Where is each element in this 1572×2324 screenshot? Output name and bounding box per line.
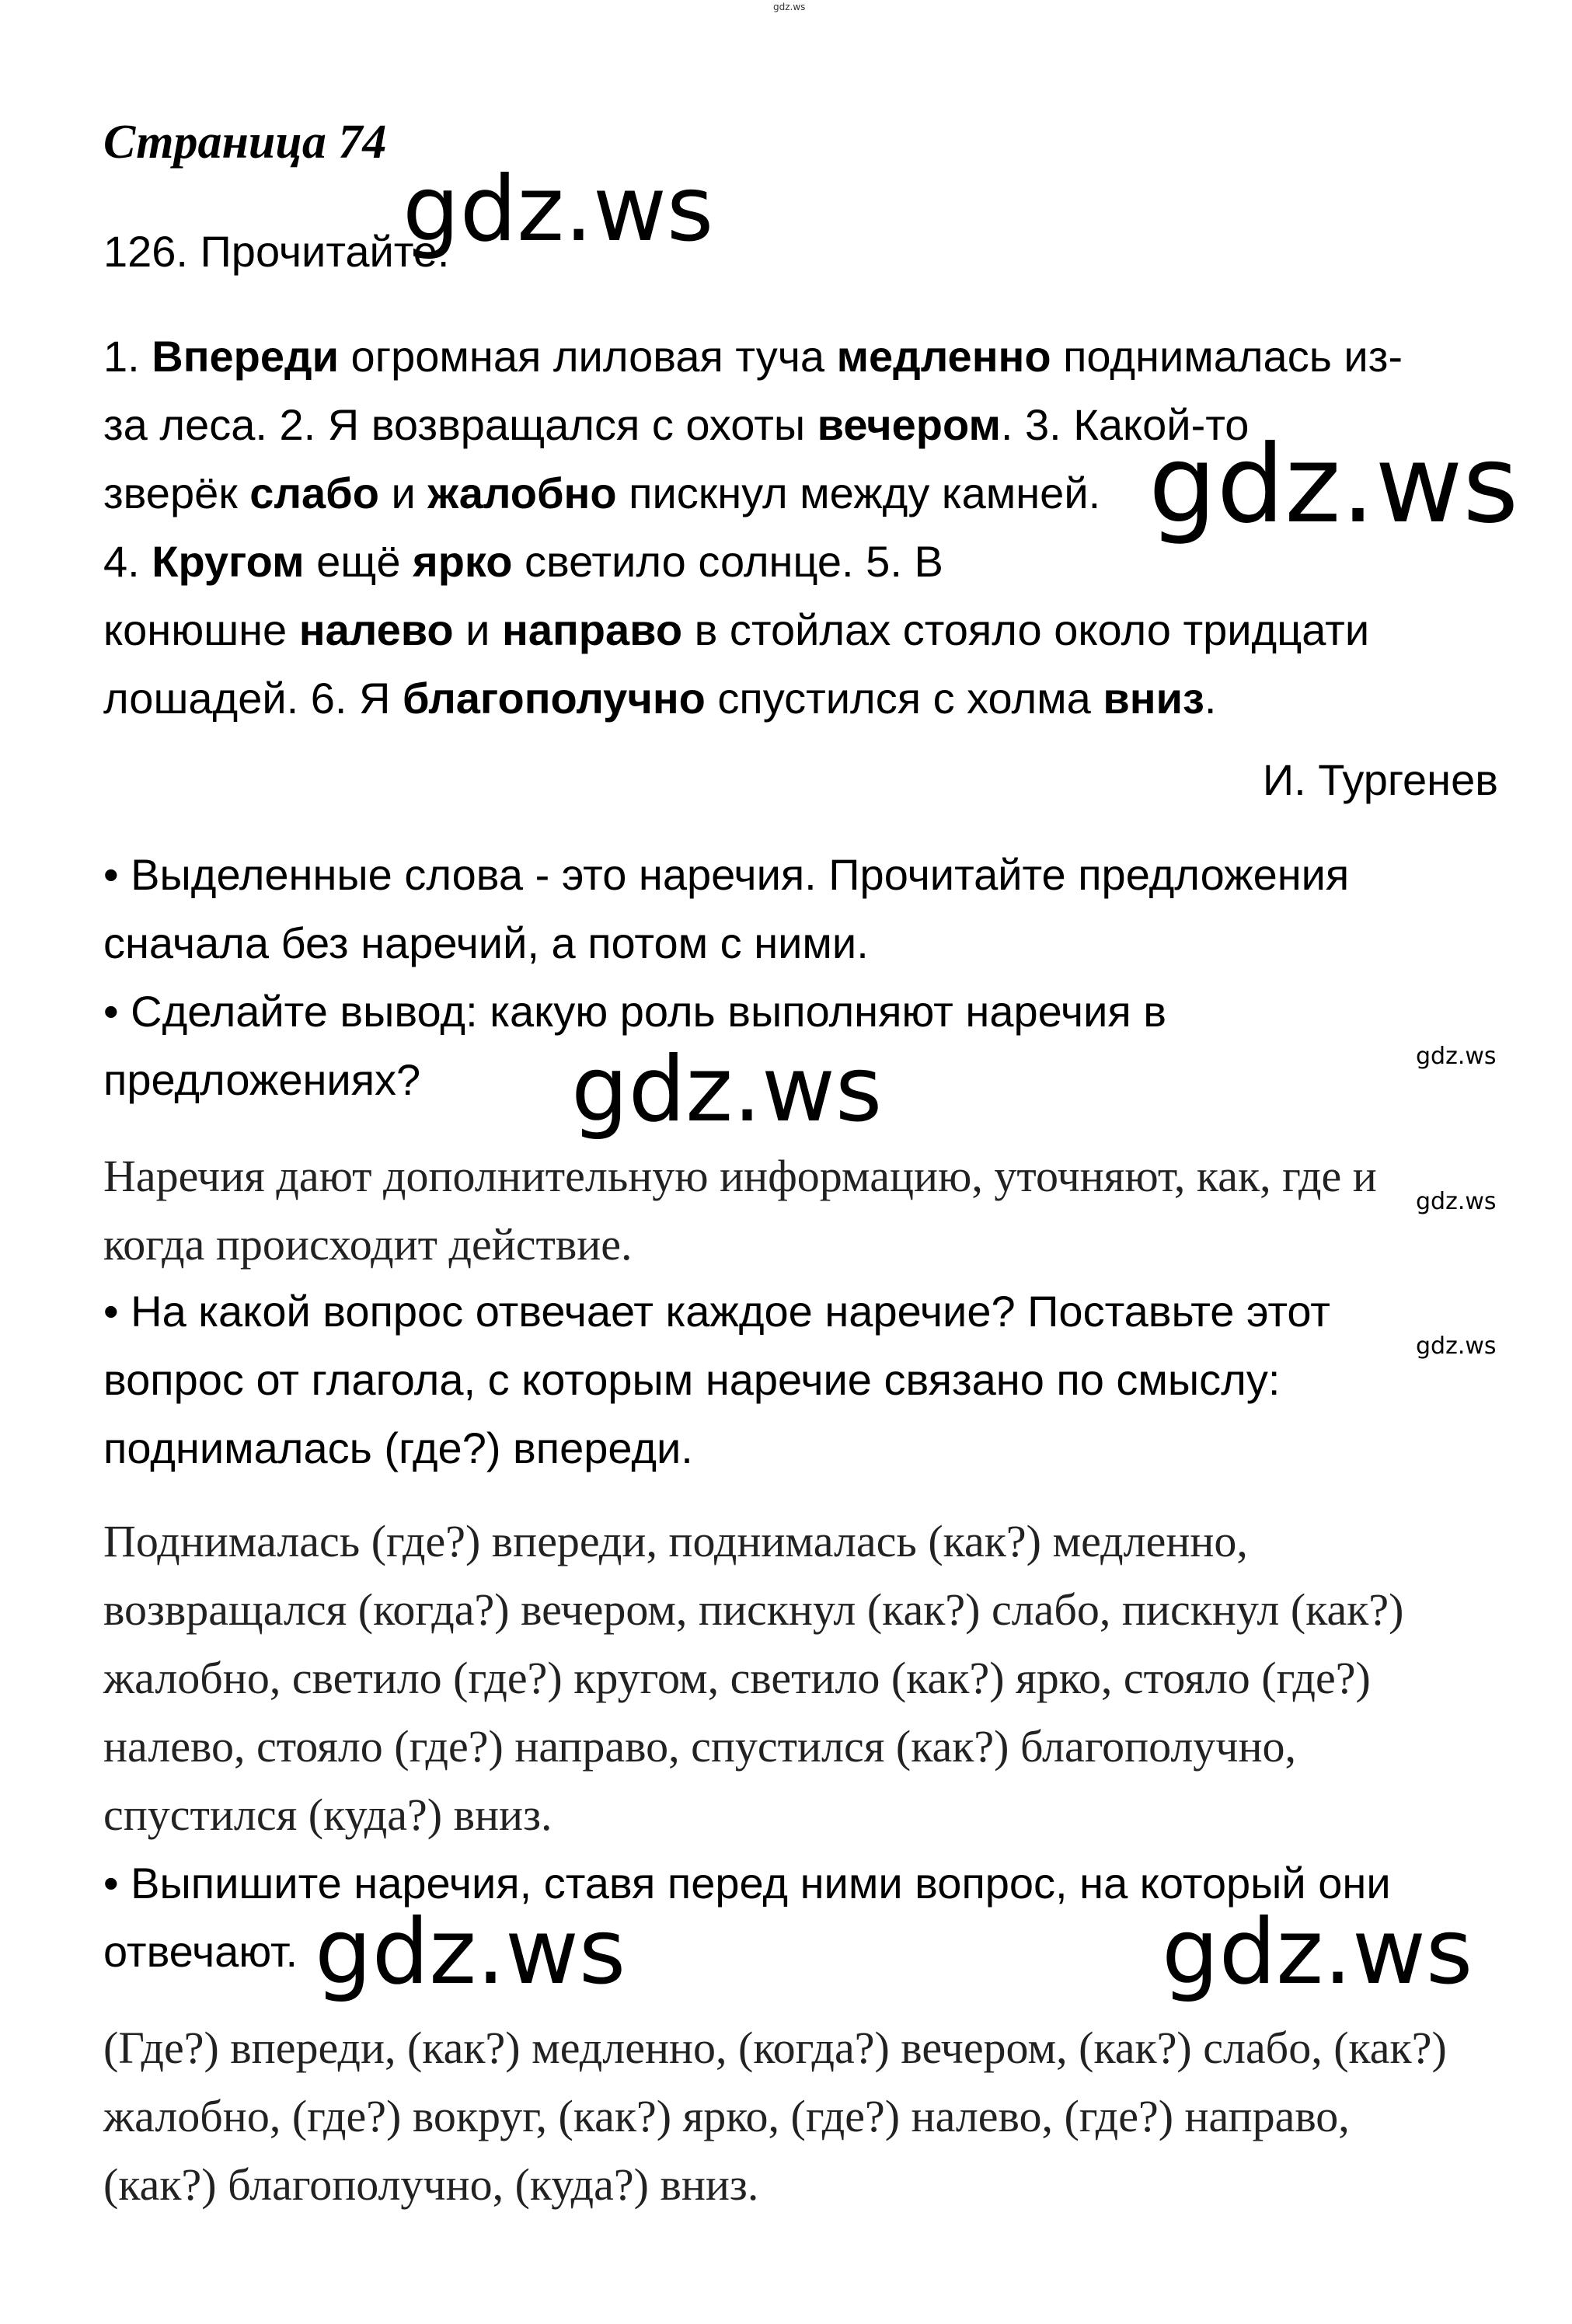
adverb-bold: Впереди xyxy=(152,332,339,381)
watermark-3: gdz.ws xyxy=(571,1037,883,1142)
exercise-line xyxy=(103,459,1100,528)
answer2-line1: Наречия дают дополнительную информацию, уточняют, как, где и xyxy=(103,1151,1377,1201)
text-segment: пискнул между камней. xyxy=(616,469,1101,517)
adverb-bold: благополучно xyxy=(403,674,706,723)
text-segment: ещё xyxy=(304,537,413,586)
text-segment: 4. xyxy=(103,537,152,586)
text-segment: конюшне xyxy=(103,605,299,654)
adverb-bold: налево xyxy=(298,605,454,654)
text-segment: . xyxy=(1204,674,1217,723)
text-segment: в стойлах стояло около тридцати xyxy=(682,605,1370,654)
answer2-line2: когда происходит действие. xyxy=(103,1219,633,1270)
text-segment: и xyxy=(378,469,428,517)
watermark-1: gdz.ws xyxy=(403,157,714,262)
task3-line2: вопрос от глагола, с которым наречие связано по смыслу: xyxy=(103,1355,1281,1404)
watermark-small-2: gdz.ws xyxy=(1416,1188,1497,1215)
task3-line3: поднималась (где?) впереди. xyxy=(103,1423,693,1472)
watermark-small-3: gdz.ws xyxy=(1416,1333,1497,1360)
adverb-bold: жалобно xyxy=(427,469,617,517)
exercise-line xyxy=(103,596,1369,664)
text-segment: за леса. 2. Я возвращался с охоты xyxy=(103,400,817,449)
answer3-line5: спустился (куда?) вниз. xyxy=(103,1789,552,1840)
exercise-line xyxy=(103,664,1216,733)
exercise-line xyxy=(103,528,943,596)
adverb-bold: вечером xyxy=(817,400,1001,449)
adverb-bold: направо xyxy=(502,605,683,654)
answer3-line2: возвращался (когда?) вечером, пискнул (как?) слабо, пискнул (как?) xyxy=(103,1584,1404,1635)
task4-line1: • Выпишите наречия, ставя перед ними вопрос, на который они xyxy=(103,1859,1391,1908)
text-segment: спустился с холма xyxy=(705,674,1103,723)
task1-line2: сначала без наречий, а потом с ними. xyxy=(103,918,869,967)
text-segment: и xyxy=(453,605,503,654)
task3-line1: • На какой вопрос отвечает каждое наречие? Поставьте этот xyxy=(103,1287,1330,1336)
task2-line1: • Сделайте вывод: какую роль выполняют наречия в xyxy=(103,987,1166,1036)
text-segment: лошадей. 6. Я xyxy=(103,674,403,723)
answer4-line3: (как?) благополучно, (куда?) вниз. xyxy=(103,2159,759,2210)
watermark-5: gdz.ws xyxy=(1162,1900,1473,2005)
adverb-bold: медленно xyxy=(836,332,1051,381)
adverb-bold: слабо xyxy=(249,469,379,517)
exercise-title: 126. Прочитайте. xyxy=(103,227,450,276)
task4-line2: отвечают. xyxy=(103,1927,298,1976)
text-segment: 1. xyxy=(103,332,152,381)
author: И. Тургенев xyxy=(1262,755,1498,804)
answer4-line2: жалобно, (где?) вокруг, (как?) ярко, (где?) налево, (где?) направо, xyxy=(103,2091,1350,2141)
exercise-line xyxy=(103,322,1403,391)
adverb-bold: ярко xyxy=(413,537,513,586)
adverb-bold: Кругом xyxy=(152,537,305,586)
top-watermark: gdz.ws xyxy=(773,2,806,12)
text-segment: огромная лиловая туча xyxy=(339,332,837,381)
text-segment: поднималась из- xyxy=(1051,332,1403,381)
answer4-line1: (Где?) впереди, (как?) медленно, (когда?) вечером, (как?) слабо, (как?) xyxy=(103,2023,1447,2073)
answer3-line3: жалобно, светило (где?) кругом, светило (как?) ярко, стояло (где?) xyxy=(103,1653,1371,1703)
watermark-4: gdz.ws xyxy=(315,1900,626,2005)
answer3-line1: Поднималась (где?) впереди, поднималась (как?) медленно, xyxy=(103,1516,1248,1566)
watermark-2: gdz.ws xyxy=(1149,422,1519,547)
text-segment: зверёк xyxy=(103,469,250,517)
text-segment: . 3. Какой-то xyxy=(1000,400,1250,449)
task1-line1: • Выделенные слова - это наречия. Прочитайте предложения xyxy=(103,850,1350,899)
exercise-line xyxy=(103,391,1249,459)
answer3-line4: налево, стояло (где?) направо, спустился (как?) благополучно, xyxy=(103,1721,1297,1772)
task2-line2: предложениях? xyxy=(103,1055,421,1104)
page-heading: Страница 74 xyxy=(103,116,387,169)
watermark-small-1: gdz.ws xyxy=(1416,1043,1497,1070)
text-segment: светило солнце. 5. В xyxy=(512,537,943,586)
adverb-bold: вниз xyxy=(1103,674,1204,723)
